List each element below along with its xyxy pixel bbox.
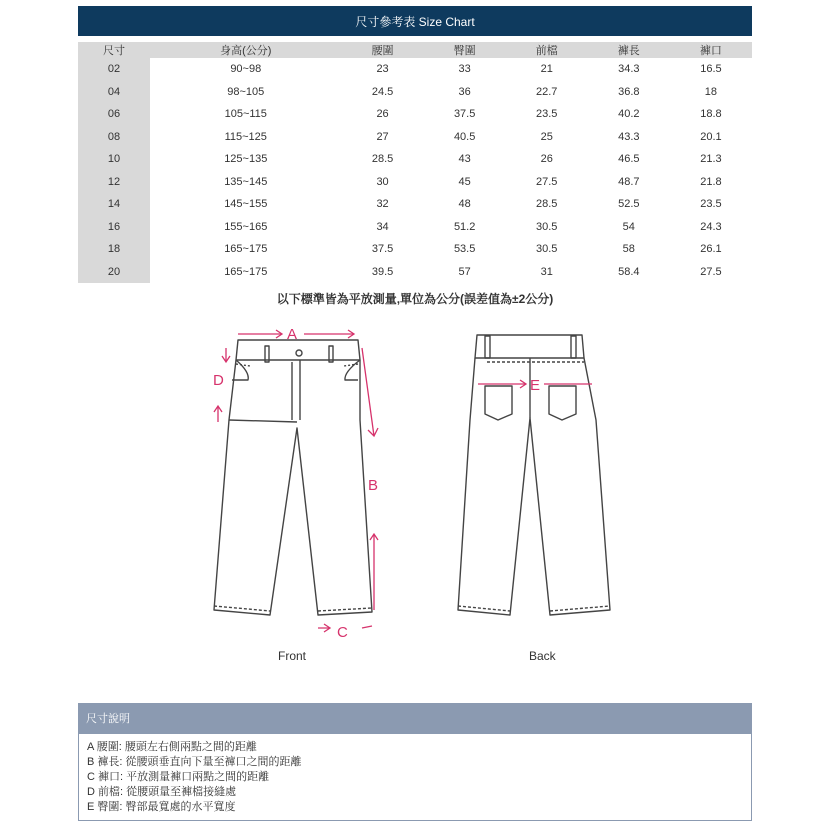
header-height: 身高(公分) xyxy=(150,42,342,58)
table-cell: 27 xyxy=(376,130,389,143)
table-row xyxy=(78,103,752,126)
front-pants-drawing xyxy=(214,340,372,615)
mark-b: B xyxy=(368,477,379,494)
mark-c: C xyxy=(337,624,348,641)
table-cell: 52.5 xyxy=(618,198,640,211)
table-cell: 23 xyxy=(376,63,389,76)
table-cell: 26.1 xyxy=(700,243,722,256)
header-size: 尺寸 xyxy=(78,42,150,58)
table-cell: 12 xyxy=(78,171,150,194)
table-cell: 24.5 xyxy=(371,85,394,98)
table-cell: 165~175 xyxy=(224,265,268,278)
table-header-row xyxy=(78,42,752,58)
table-cell: 10 xyxy=(78,148,150,171)
table-cell: 145~155 xyxy=(224,198,268,211)
table-cell: 165~175 xyxy=(224,243,268,256)
table-cell: 32 xyxy=(376,198,389,211)
table-row xyxy=(78,58,752,81)
table-cell: 21.3 xyxy=(700,153,722,166)
front-label: Front xyxy=(278,649,307,663)
table-cell: 06 xyxy=(78,103,150,126)
table-cell: 57 xyxy=(458,265,471,278)
table-cell: 18.8 xyxy=(700,108,722,121)
table-row xyxy=(78,81,752,104)
table-cell: 46.5 xyxy=(618,153,640,166)
table-cell: 25 xyxy=(540,130,553,143)
table-cell: 45 xyxy=(458,175,471,188)
table-cell: 24.3 xyxy=(700,220,722,233)
legend-heading: 尺寸說明 xyxy=(78,703,752,733)
table-cell: 36.8 xyxy=(618,85,640,98)
table-cell: 21 xyxy=(540,63,553,76)
table-cell: 28.5 xyxy=(536,198,558,211)
table-cell: 39.5 xyxy=(371,265,394,278)
table-cell: 40.2 xyxy=(618,108,640,121)
table-cell: 37.5 xyxy=(453,108,476,121)
header-front-rise: 前檔 xyxy=(506,42,588,58)
table-cell: 18 xyxy=(704,85,718,98)
header-length: 褲長 xyxy=(588,42,670,58)
table-row xyxy=(78,193,752,216)
pants-diagram xyxy=(0,310,830,670)
table-cell: 98~105 xyxy=(227,85,265,98)
mark-a: A xyxy=(287,326,298,343)
table-cell: 26 xyxy=(376,108,389,121)
table-cell: 90~98 xyxy=(230,63,262,76)
table-cell: 34 xyxy=(376,220,389,233)
table-cell: 28.5 xyxy=(371,153,394,166)
table-cell: 58 xyxy=(622,243,635,256)
table-cell: 18 xyxy=(78,238,150,261)
table-cell: 43.3 xyxy=(618,130,640,143)
legend-item-d: D 前檔: 從腰頭量至褲檔接縫處 xyxy=(87,786,237,798)
table-cell: 04 xyxy=(78,81,150,104)
table-cell: 30.5 xyxy=(536,243,558,256)
table-row xyxy=(78,148,752,171)
table-cell: 02 xyxy=(78,58,150,81)
table-cell: 33 xyxy=(458,63,471,76)
legend-item-e: E 臀圍: 臀部最寬處的水平寬度 xyxy=(87,801,236,813)
table-cell: 135~145 xyxy=(224,175,268,188)
legend-item-b: B 褲長: 從腰頭垂直向下量至褲口之間的距離 xyxy=(87,756,302,768)
table-cell: 16 xyxy=(78,216,150,239)
table-cell: 58.4 xyxy=(618,265,640,278)
table-row xyxy=(78,216,752,239)
mark-d: D xyxy=(213,372,224,389)
legend-item-c: C 褲口: 平放測量褲口兩點之間的距離 xyxy=(87,771,270,783)
table-row xyxy=(78,126,752,149)
table-cell: 20.1 xyxy=(700,130,722,143)
table-cell: 48 xyxy=(458,198,471,211)
header-leg-opening: 褲口 xyxy=(670,42,752,58)
table-cell: 36 xyxy=(458,85,471,98)
table-cell: 40.5 xyxy=(453,130,476,143)
table-cell: 21.8 xyxy=(700,175,722,188)
table-cell: 53.5 xyxy=(453,243,476,256)
back-label: Back xyxy=(529,649,556,663)
table-cell: 37.5 xyxy=(371,243,394,256)
header-waist: 腰圍 xyxy=(342,42,424,58)
table-cell: 48.7 xyxy=(618,175,640,188)
legend-item-a: A 腰圍: 腰頭左右側兩點之間的距離 xyxy=(87,741,257,753)
table-cell: 16.5 xyxy=(700,63,722,76)
header-hip: 臀圍 xyxy=(424,42,506,58)
table-cell: 26 xyxy=(540,153,553,166)
table-row xyxy=(78,171,752,194)
table-cell: 43 xyxy=(458,153,471,166)
table-cell: 14 xyxy=(78,193,150,216)
measurement-note: 以下標準皆為平放測量,單位為公分(誤差值為±2公分) xyxy=(276,292,554,306)
table-cell: 30.5 xyxy=(536,220,558,233)
table-cell: 115~125 xyxy=(224,130,267,143)
size-chart-title: 尺寸參考表 Size Chart xyxy=(78,6,752,36)
table-row xyxy=(78,238,752,261)
table-cell: 23.5 xyxy=(536,108,558,121)
table-cell: 08 xyxy=(78,126,150,149)
mark-e: E xyxy=(530,377,541,394)
table-cell: 27.5 xyxy=(700,265,722,278)
table-cell: 22.7 xyxy=(536,85,558,98)
table-cell: 54 xyxy=(622,220,635,233)
size-table xyxy=(78,42,752,283)
table-cell: 20 xyxy=(78,261,150,284)
table-cell: 23.5 xyxy=(700,198,722,211)
legend-box xyxy=(78,733,752,821)
table-cell: 125~135 xyxy=(224,153,268,166)
table-cell: 105~115 xyxy=(224,108,267,121)
table-cell: 27.5 xyxy=(536,175,558,188)
table-cell: 31 xyxy=(540,265,553,278)
table-cell: 51.2 xyxy=(453,220,476,233)
table-cell: 155~165 xyxy=(224,220,268,233)
table-cell: 30 xyxy=(376,175,389,188)
table-row xyxy=(78,261,752,284)
table-cell: 34.3 xyxy=(618,63,640,76)
